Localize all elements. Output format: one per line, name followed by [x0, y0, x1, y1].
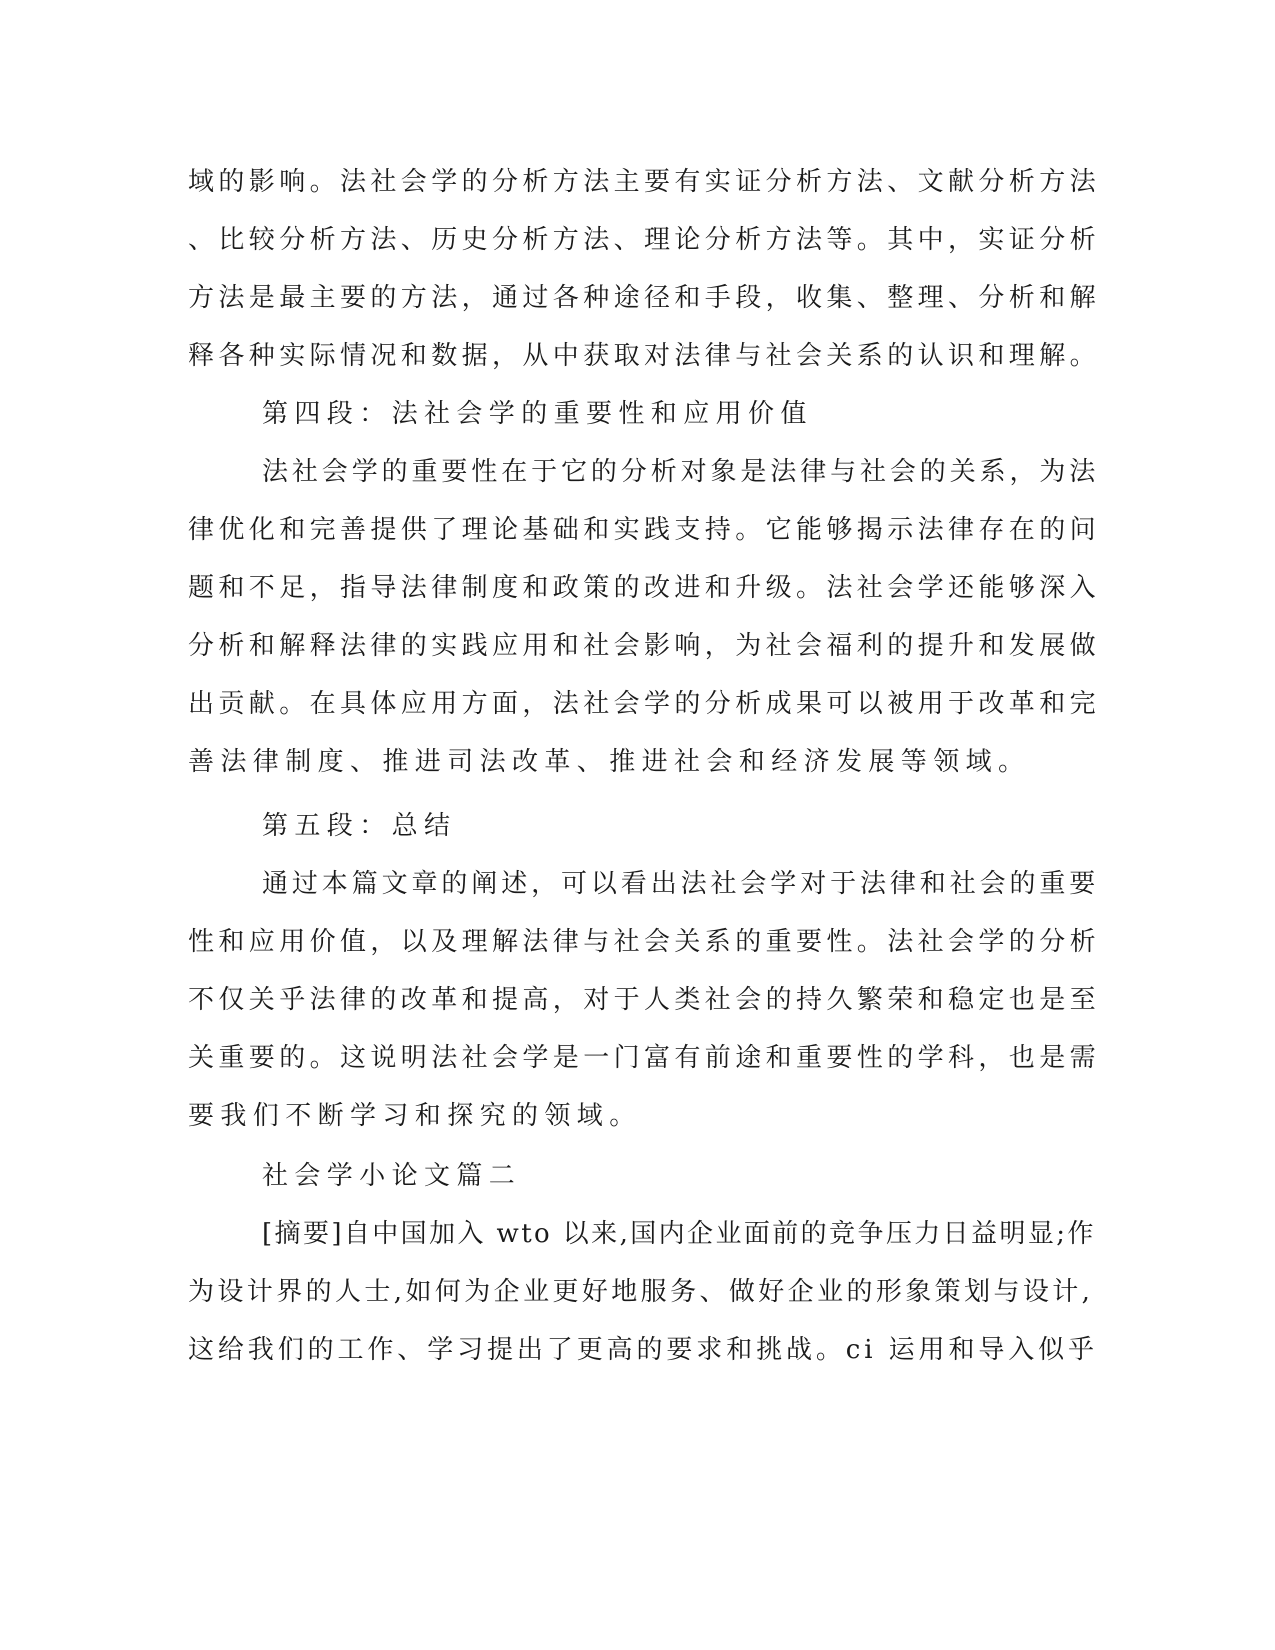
text-line: 出贡献。在具体应用方面，法社会学的分析成果可以被用于改革和完 — [188, 689, 1101, 719]
section-heading: 第四段：法社会学的重要性和应用价值 — [262, 399, 813, 429]
text-line: 、比较分析方法、历史分析方法、理论分析方法等。其中，实证分析 — [188, 225, 1101, 255]
text-line: 法社会学的重要性在于它的分析对象是法律与社会的关系，为法 — [262, 457, 1100, 487]
section-heading: 社会学小论文篇二 — [262, 1161, 522, 1191]
text-line: 方法是最主要的方法，通过各种途径和手段，收集、整理、分析和解 — [188, 283, 1101, 313]
text-line: 题和不足，指导法律制度和政策的改进和升级。法社会学还能够深入 — [188, 573, 1101, 603]
text-line: 通过本篇文章的阐述，可以看出法社会学对于法律和社会的重要 — [262, 869, 1100, 899]
text-line: 律优化和完善提供了理论基础和实践支持。它能够揭示法律存在的问 — [188, 515, 1101, 545]
text-line: 域的影响。法社会学的分析方法主要有实证分析方法、文献分析方法 — [188, 167, 1101, 197]
text-line: 不仅关乎法律的改革和提高，对于人类社会的持久繁荣和稳定也是至 — [188, 985, 1101, 1015]
text-line: 分析和解释法律的实践应用和社会影响，为社会福利的提升和发展做 — [188, 631, 1101, 661]
text-line: 要我们不断学习和探究的领域。 — [188, 1101, 642, 1131]
text-line: 关重要的。这说明法社会学是一门富有前途和重要性的学科，也是需 — [188, 1043, 1101, 1073]
text-line: 释各种实际情况和数据，从中获取对法律与社会关系的认识和理解。 — [188, 341, 1101, 371]
section-heading: 第五段：总结 — [262, 811, 457, 841]
text-line: 这给我们的工作、学习提出了更高的要求和挑战。ci 运用和导入似乎 — [188, 1335, 1098, 1365]
text-line: 性和应用价值，以及理解法律与社会关系的重要性。法社会学的分析 — [188, 927, 1101, 957]
text-line: [摘要]自中国加入 wto 以来,国内企业面前的竞争压力日益明显;作 — [262, 1219, 1096, 1249]
text-line: 善法律制度、推进司法改革、推进社会和经济发展等领域。 — [188, 747, 1031, 777]
text-line: 为设计界的人士,如何为企业更好地服务、做好企业的形象策划与设计, — [188, 1277, 1094, 1307]
